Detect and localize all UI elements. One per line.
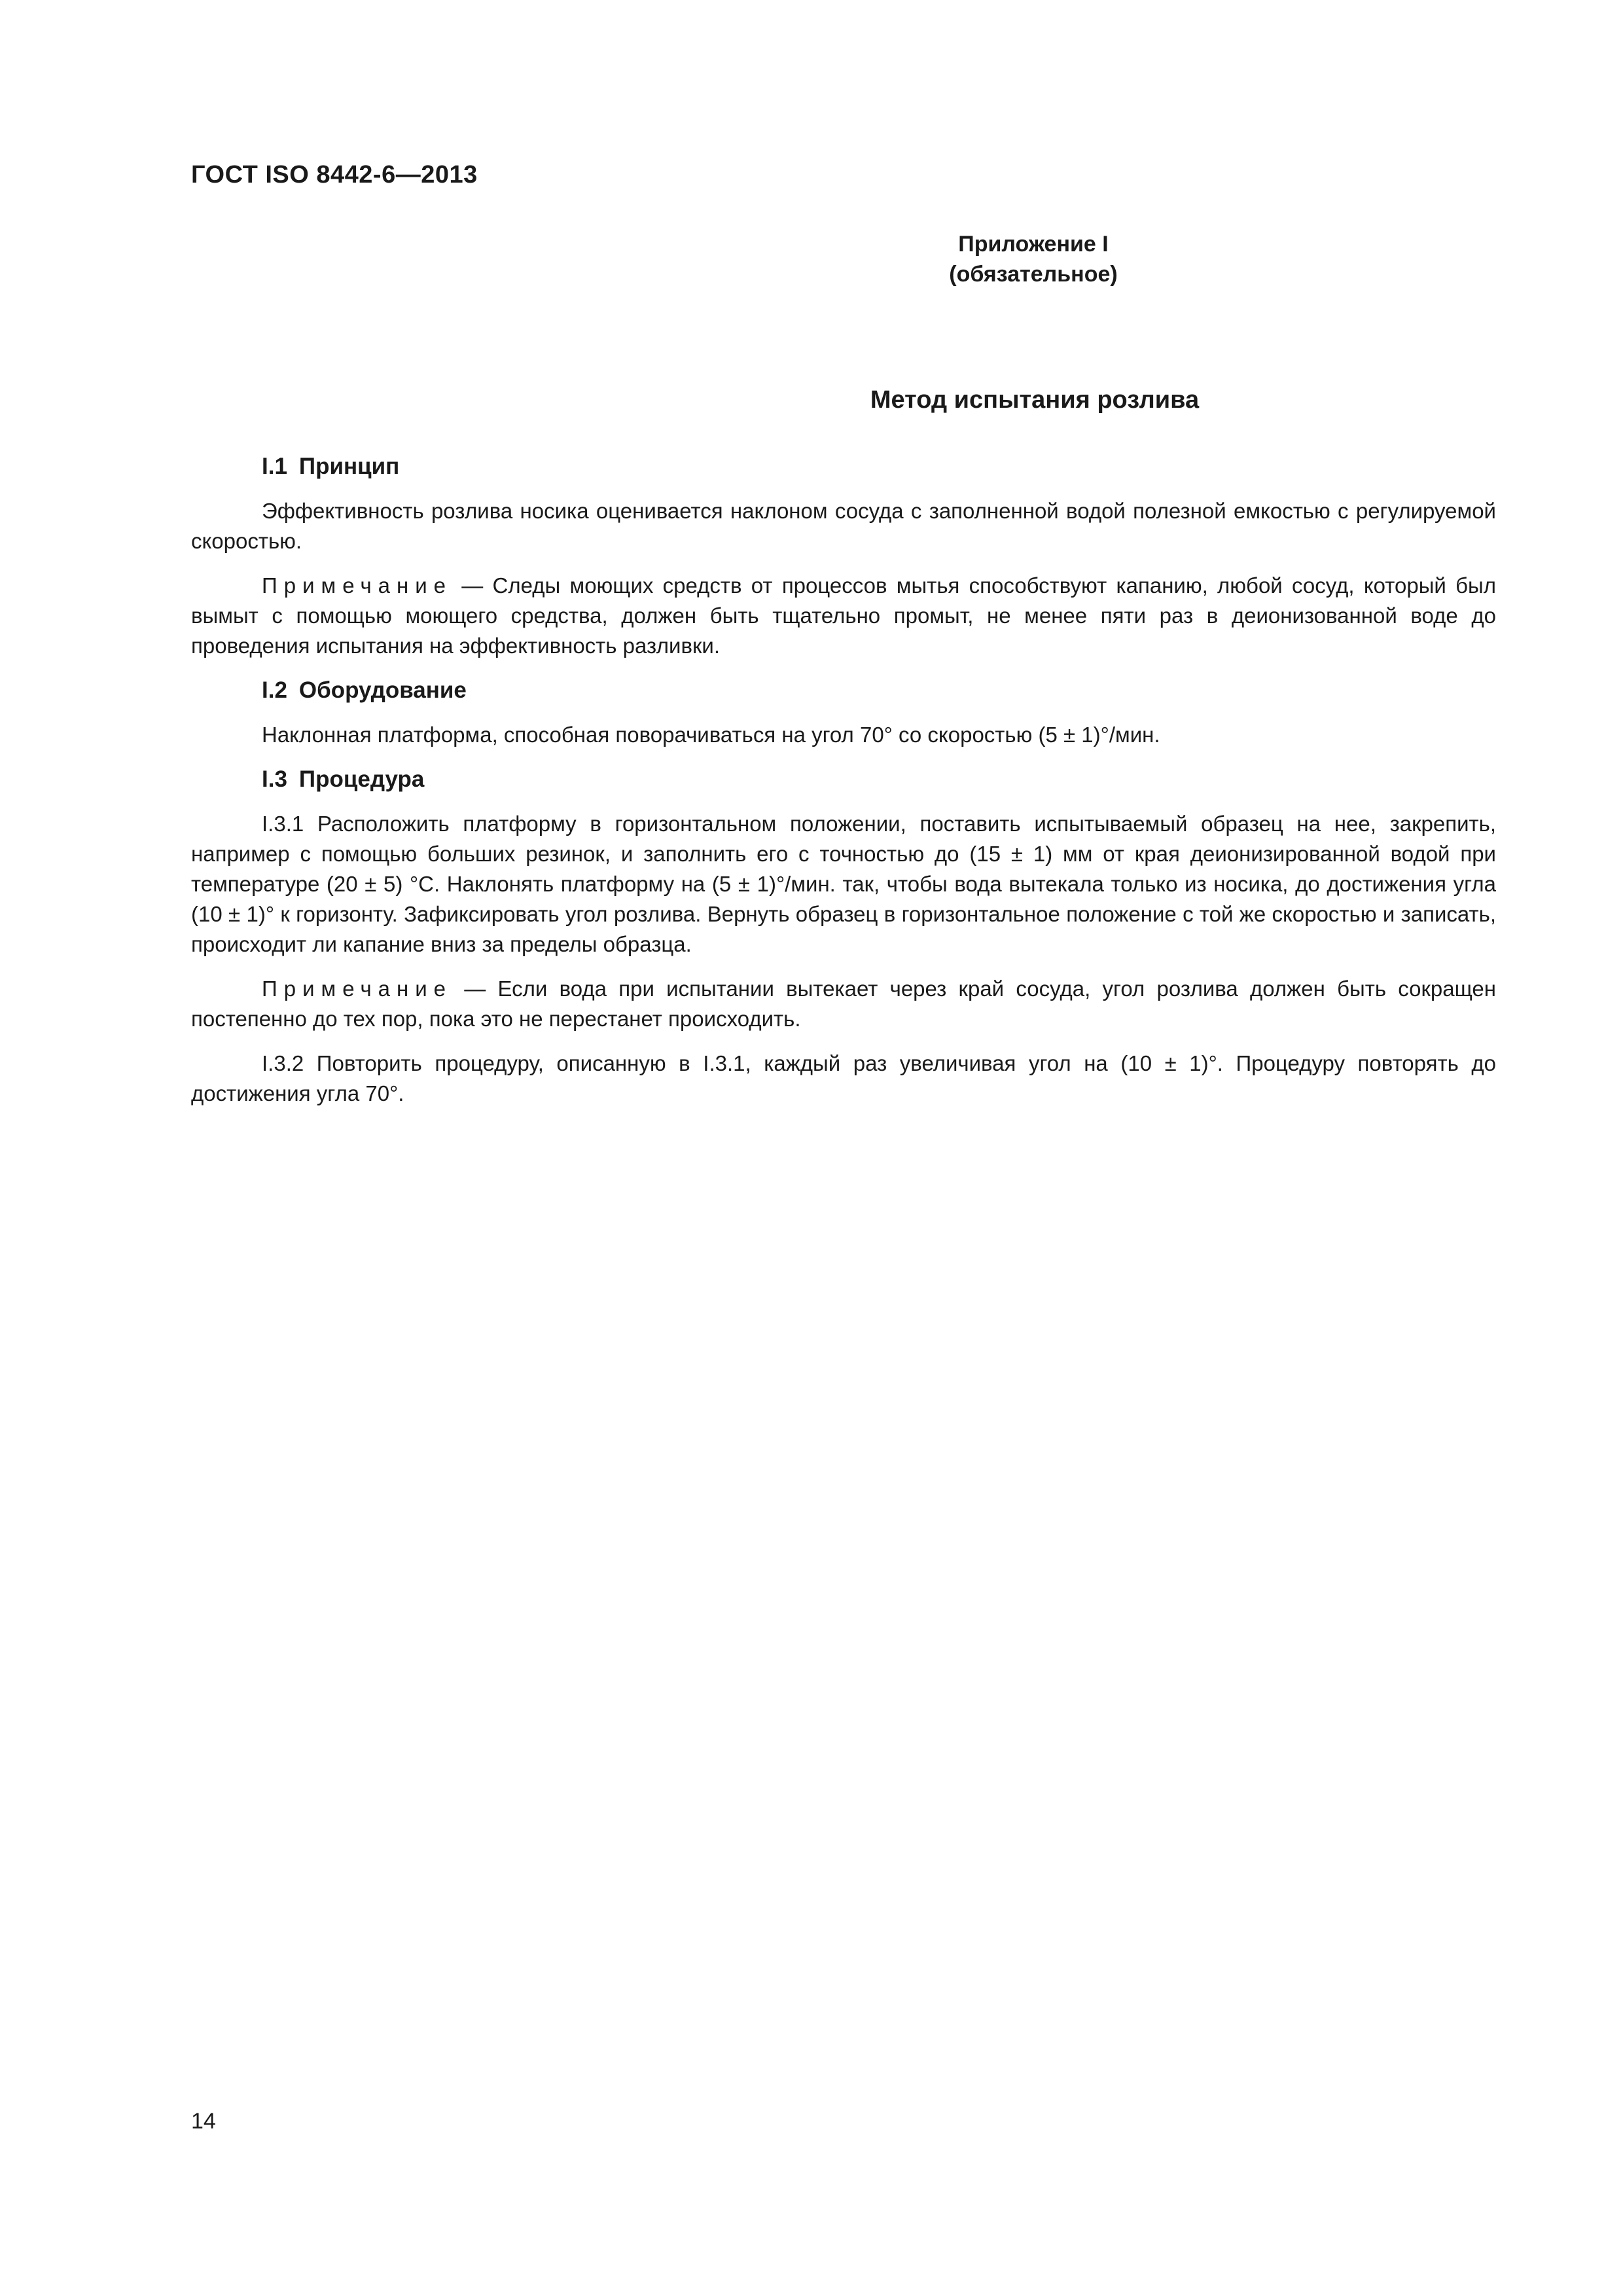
page-number: 14 <box>191 2109 216 2134</box>
page-title: Метод испытания розлива <box>870 386 1200 414</box>
annex-heading <box>191 229 1496 289</box>
procedure-note <box>191 974 1496 1034</box>
annex-label: Приложение I <box>958 232 1109 257</box>
procedure-paragraph-2: I.3.2 Повторить процедуру, описанную в I.3.1, каждый раз увеличивая угол на (10 ± 1)°. Процедуру повторять до достижения угла 70°. <box>191 1051 1496 1105</box>
principle-paragraph: Эффективность розлива носика оценивается наклоном сосуда с заполненной водой полезной емкостью с регулируемой скоростью. <box>191 499 1496 553</box>
section-heading-procedure <box>191 764 1496 795</box>
annex-status: (обязательное) <box>949 262 1118 287</box>
section-title: Процедура <box>298 766 425 792</box>
section-number: I.3 <box>262 766 287 792</box>
principle-note <box>191 571 1496 661</box>
procedure-paragraph-1: I.3.1 Расположить платформу в горизонтальном положении, поставить испытываемый образец на нее, закрепить, например с помощью больших резинок, и заполнить его с точностью до (15 ± 1) мм от края деионизированной водой при температуре (20 ± 5) °С. Наклонять платформу на (5 ± 1)°/мин. так, чтобы вода вытекала только из носика, до достижения угла (10 ± 1)° к горизонту. Зафиксировать угол розлива. Вернуть образец в горизонтальное положение с той же скоростью и записать, происходит ли капание вниз за пределы образца. <box>191 812 1496 956</box>
standard-designation: ГОСТ ISO 8442-6—2013 <box>191 161 478 188</box>
section-title: Оборудование <box>298 677 467 703</box>
note-label: Примечание <box>262 573 453 598</box>
note-label: Примечание <box>262 977 453 1001</box>
section-number: I.1 <box>262 454 287 479</box>
section-heading-principle <box>191 452 1496 482</box>
section-heading-equipment <box>191 675 1496 706</box>
document-body <box>191 452 1496 1123</box>
section-title: Принцип <box>298 454 400 479</box>
section-number: I.2 <box>262 677 287 703</box>
note-text: — Если вода при испытании вытекает через край сосуда, угол розлива должен быть сокращен постепенно до тех пор, пока это не перестанет происходить. <box>191 977 1496 1031</box>
note-text: — Следы моющих средств от процессов мытья способствуют капанию, любой сосуд, который был вымыт с помощью моющего средства, должен быть тщательно промыт, не менее пяти раз в деионизованной воде до проведения испытания на эффективность разливки. <box>191 573 1496 658</box>
equipment-paragraph: Наклонная платформа, способная поворачиваться на угол 70° со скоростью (5 ± 1)°/мин. <box>262 723 1160 747</box>
